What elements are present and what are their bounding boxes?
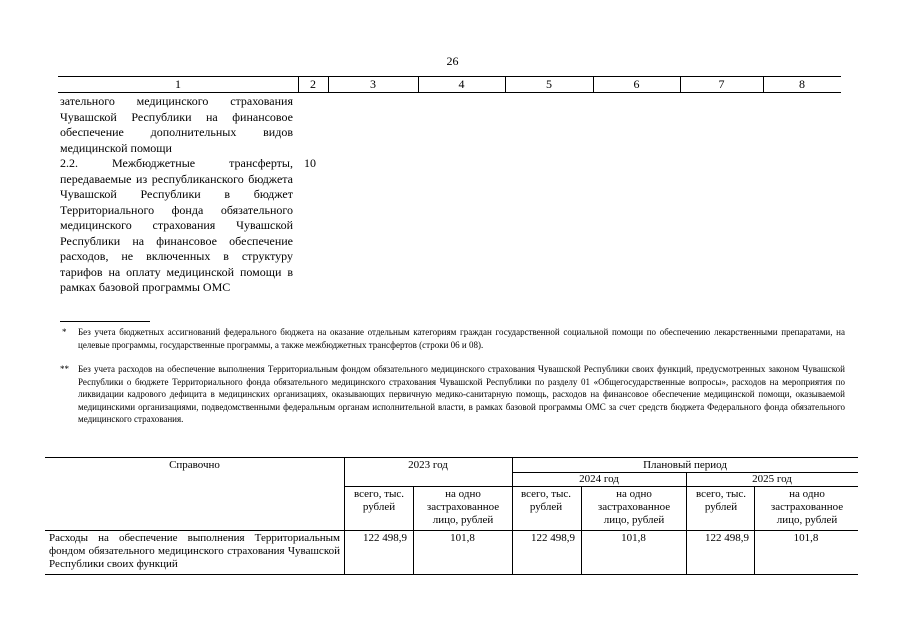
column-header: 3: [370, 77, 376, 91]
ref-value: 101,8: [621, 532, 646, 544]
ref-year-2023: 2023 год: [408, 459, 448, 471]
ref-year-2024: 2024 год: [579, 473, 619, 485]
ref-value: 101,8: [793, 532, 819, 544]
ref-year-2025: 2025 год: [752, 473, 792, 485]
ref-sub-total: всего, тыс. рублей: [520, 488, 572, 513]
ref-sub-per-capita: на одно застрахованное лицо, рублей: [770, 488, 844, 526]
ref-sub-per-capita: на одно застрахованное лицо, рублей: [597, 488, 671, 526]
ref-sub-total: всего, тыс. рублей: [353, 488, 405, 513]
footnote-1: Без учета бюджетных ассигнований федерального бюджета на оказание отдельным категориям граждан государственной социальной помощи по обеспечению лекарственными препаратами, на целевые программы, государственные программы, а также межбюджетных трансфертов (строки 06 и 08).: [78, 327, 845, 350]
ref-value: 101,8: [450, 532, 475, 544]
footnote-separator: [60, 321, 150, 322]
table-row-name: 2.2. Межбюджетные трансферты, передаваемые из республиканского бюджета Чувашской Республики в бюджет Территориального фонда обязательного медицинского страхования Чувашской Республики на финансовое обеспечение расходов, не включенных в структуру тарифов на оплату медицинской помощи в рамках базовой программы ОМС: [60, 156, 293, 294]
column-header: 4: [458, 77, 465, 91]
ref-row-label: Расходы на обеспечение выполнения Территориальным фондом обязательного медицинского страхования Чувашской Республики своих функций: [49, 532, 340, 570]
footnote-2: Без учета расходов на обеспечение выполнения Территориальным фондом обязательного медицинского страхования Чувашской Республики своих функций, предусмотренных законом Чувашской Республики о бюджете Территориального фонда обязательного медицинского страхования Чувашской Республики по разделу 01 «Общегосударственные вопросы», расходов на мероприятия по ликвидации кадрового дефицита в медицинских организациях, оказывающих первичную медико-санитарную помощь, расходов на финансовое обеспечение медицинской помощи, оказываемой медицинскими организациями, подведомственными федеральным органам исполнительной власти, в рамках базовой программы ОМС за счет средств бюджета Федерального фонда обязательного медицинского страхования.: [78, 364, 845, 424]
ref-sub-per-capita: на одно застрахованное лицо, рублей: [426, 488, 500, 526]
column-header: 8: [799, 77, 805, 91]
ref-divider: [344, 457, 345, 575]
ref-rule: [344, 486, 858, 487]
column-header: 6: [633, 77, 640, 91]
column-header: 7: [718, 77, 725, 91]
footnote-mark: **: [60, 364, 69, 374]
ref-top-rule: [45, 457, 858, 458]
column-header: 2: [310, 77, 316, 91]
footnote-mark: *: [62, 327, 67, 337]
ref-header-rule: [45, 530, 858, 531]
ref-divider: [754, 486, 755, 575]
table-row-code: 10: [304, 156, 316, 170]
page-number: 26: [446, 54, 459, 68]
table-row-name: зательного медицинского страхования Чувашской Республики на финансовое обеспечение дополнительных видов медицинской помощи: [60, 94, 293, 155]
ref-planned-period: Плановый период: [643, 459, 727, 471]
column-header: 1: [175, 77, 181, 91]
ref-divider: [581, 486, 582, 575]
ref-sub-total: всего, тыс. рублей: [695, 488, 747, 513]
ref-divider: [413, 486, 414, 575]
ref-value: 122 498,9: [363, 532, 407, 544]
ref-value: 122 498,9: [705, 532, 749, 544]
ref-bottom-rule: [45, 574, 858, 575]
ref-divider: [686, 472, 687, 575]
column-header: 5: [546, 77, 552, 91]
ref-label-header: Справочно: [169, 459, 220, 471]
ref-value: 122 498,9: [531, 532, 575, 544]
